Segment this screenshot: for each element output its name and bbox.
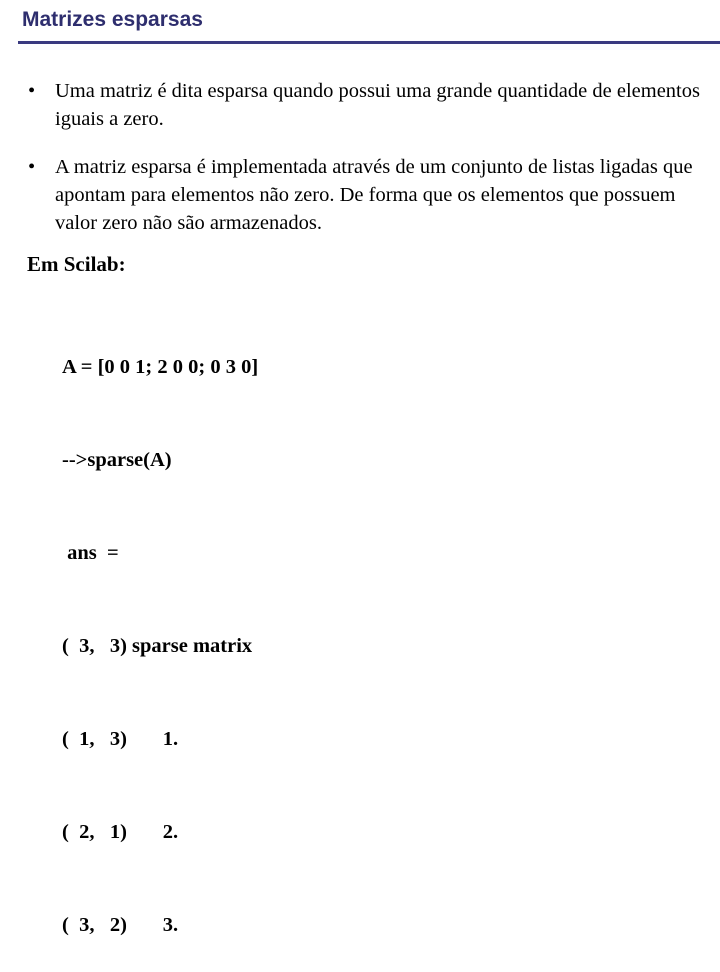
code-line: A = [0 0 1; 2 0 0; 0 3 0] bbox=[62, 356, 259, 378]
code-block bbox=[62, 290, 258, 972]
bullet-item bbox=[28, 153, 708, 237]
code-line: ( 1, 3) 1. bbox=[62, 728, 179, 750]
code-line: ( 2, 1) 2. bbox=[62, 821, 179, 843]
code-line: -->sparse(A) bbox=[62, 449, 172, 471]
section-heading: Em Scilab: bbox=[27, 252, 126, 276]
code-line: ( 3, 2) 3. bbox=[62, 914, 179, 936]
code-line: ( 3, 3) sparse matrix bbox=[62, 635, 253, 657]
bullet-list bbox=[28, 77, 708, 257]
bullet-marker: • bbox=[28, 80, 36, 102]
bullet-text: A matriz esparsa é implementada através de um conjunto de listas ligadas que apontam para elementos não zero. De forma que os elementos que possuem valor zero não são armazenados. bbox=[55, 156, 693, 234]
bullet-item bbox=[28, 77, 708, 133]
title-divider bbox=[18, 41, 720, 44]
slide-title: Matrizes esparsas bbox=[22, 8, 203, 31]
bullet-marker: • bbox=[28, 156, 36, 178]
bullet-text: Uma matriz é dita esparsa quando possui uma grande quantidade de elementos iguais a zero. bbox=[55, 80, 700, 130]
code-line: ans = bbox=[62, 542, 119, 564]
